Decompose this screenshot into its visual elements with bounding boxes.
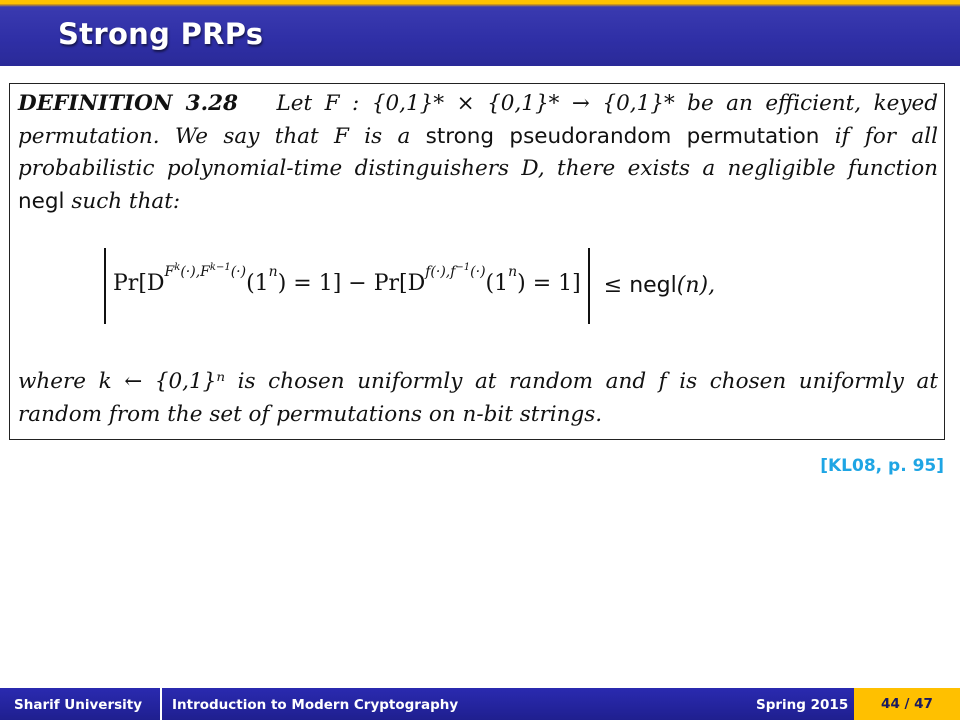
- inv-sup: −1: [215, 262, 231, 273]
- formula-pr1: Pr[D: [113, 271, 165, 296]
- slide-title: Strong PRPs: [58, 17, 264, 51]
- negl-function: negl: [18, 188, 65, 214]
- formula-n2: n: [508, 264, 518, 280]
- footer: [0, 688, 960, 720]
- oracle-mid: (·),F: [180, 264, 210, 280]
- definition-term: strong pseudorandom permutation: [425, 123, 820, 149]
- formula-args2: (1: [485, 271, 509, 296]
- oracle-end2: (·): [470, 264, 486, 280]
- definition-label: DEFINITION 3.28: [18, 91, 239, 116]
- formula-args1: (1: [246, 271, 269, 296]
- formula: [104, 248, 715, 328]
- oracle-end: (·): [230, 264, 247, 280]
- footer-separator: [160, 688, 162, 720]
- formula-oracle2: [425, 264, 485, 280]
- formula-eq2: ) = 1]: [517, 271, 581, 296]
- formula-n1: n: [268, 264, 278, 280]
- abs-bar-left: [104, 248, 106, 324]
- definition-paragraph: [18, 88, 938, 218]
- k-sub2: k: [209, 262, 216, 273]
- formula-negl: negl: [629, 273, 677, 298]
- formula-body: [113, 262, 581, 303]
- definition-text-b: if for all probabilistic polynomial-time distinguishers D, there exists a negligible function: [18, 123, 938, 181]
- inv-sup2: −1: [455, 262, 471, 273]
- abs-bar-right: [588, 248, 590, 324]
- definition-text-a: Let F : {0,1}* × {0,1}* → {0,1}* be an efficient, keyed permutation. We say that F is a: [18, 91, 938, 149]
- definition-where: where k ← {0,1}ⁿ is chosen uniformly at random and f is chosen uniformly at random from the set of permutations on n-bit strings.: [18, 369, 938, 427]
- definition-box: [9, 83, 945, 440]
- footer-course: Introduction to Modern Cryptography: [172, 697, 459, 713]
- f-oracle: f(·),f: [425, 264, 456, 280]
- title-bar: [0, 0, 960, 66]
- citation: [KL08, p. 95]: [820, 456, 944, 476]
- definition-text-c: such that:: [71, 188, 181, 214]
- page-number: 44 / 47: [854, 688, 960, 720]
- k-sub: k: [174, 262, 181, 273]
- formula-le: ≤: [603, 273, 623, 298]
- f-sup: F: [164, 264, 175, 280]
- formula-oracle1: [165, 264, 247, 280]
- formula-bound: [597, 271, 715, 301]
- footer-term: Spring 2015: [756, 697, 849, 713]
- formula-eq1: ) = 1] − Pr[D: [277, 271, 426, 296]
- footer-university: Sharif University: [14, 697, 143, 713]
- formula-end: (n),: [676, 273, 716, 298]
